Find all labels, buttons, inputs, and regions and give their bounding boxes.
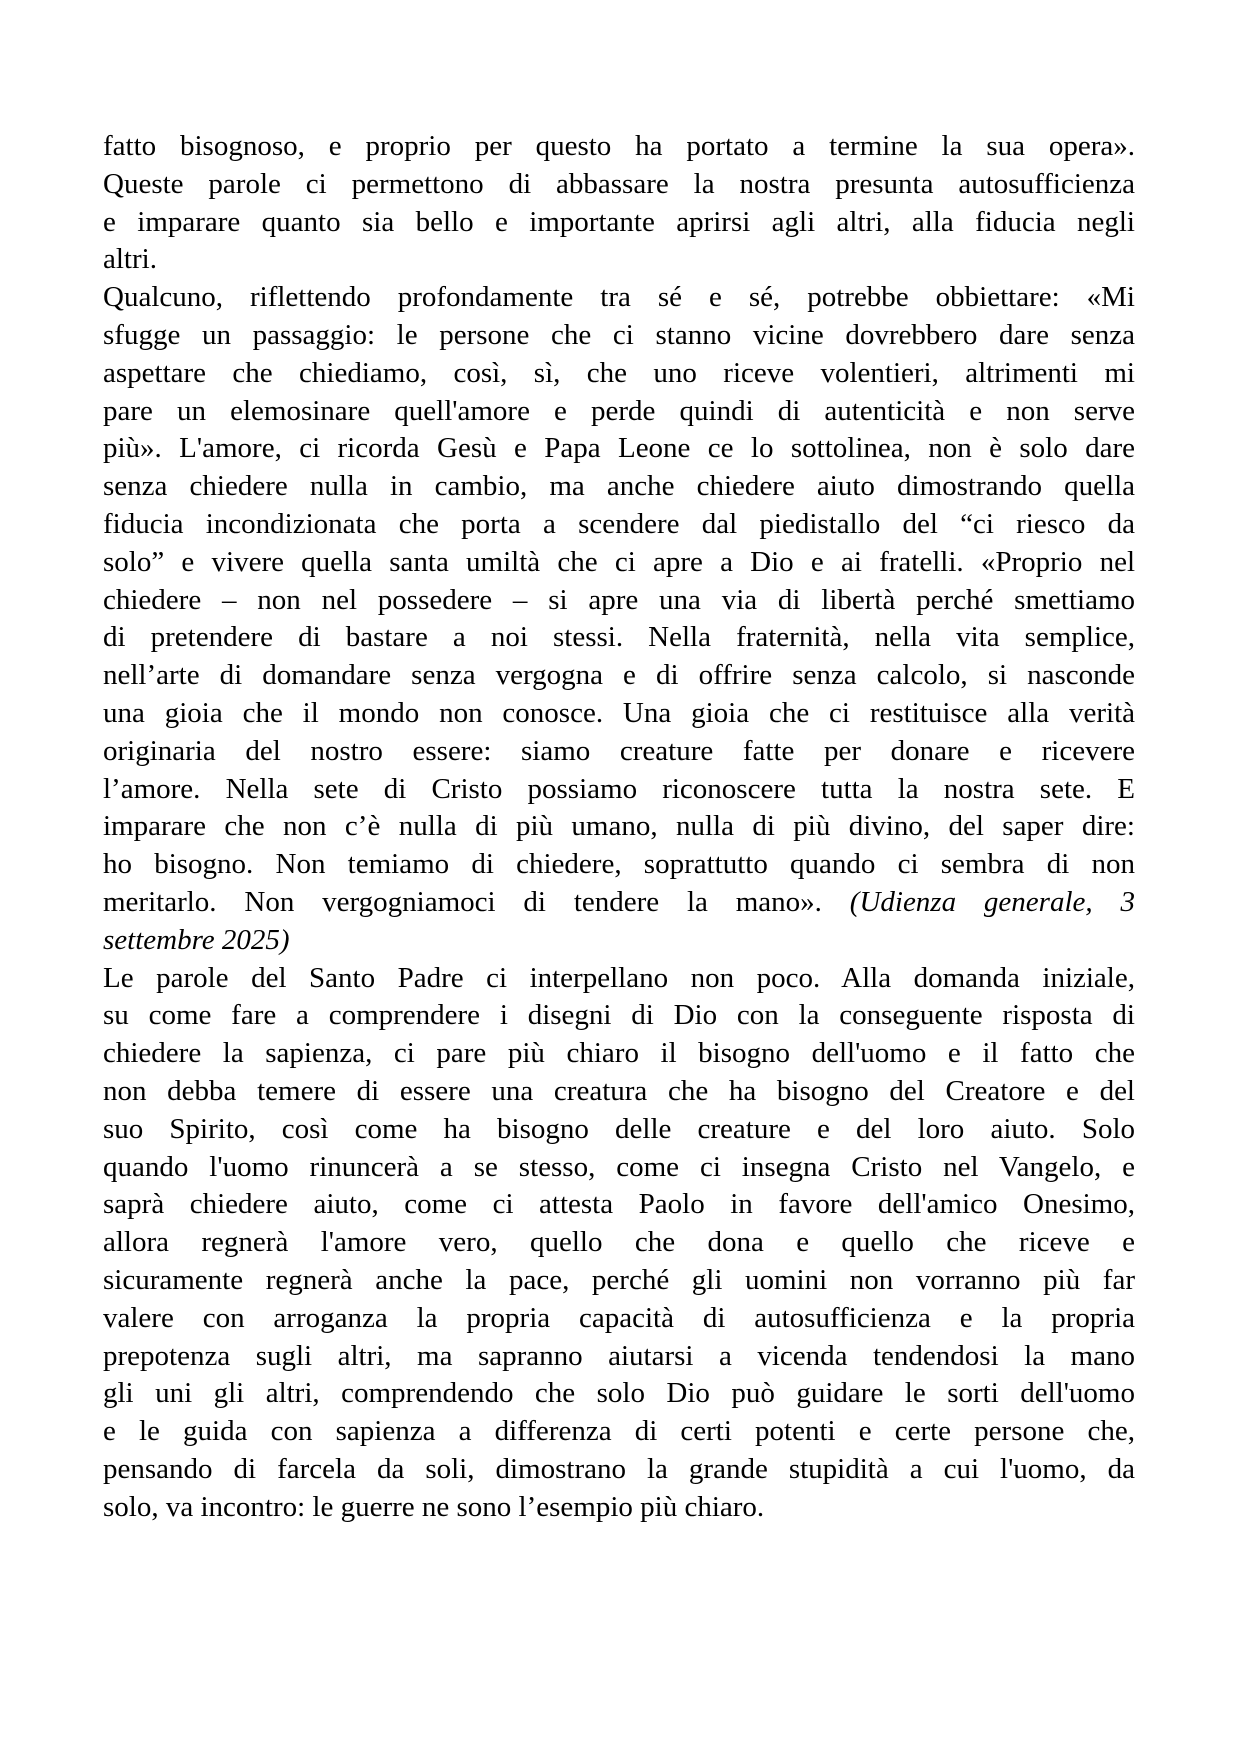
text-line <box>103 430 1135 468</box>
text-line <box>103 582 1135 620</box>
paragraph <box>103 279 1135 959</box>
text-line <box>103 1186 1135 1224</box>
text-run: saprà chiedere aiuto, come ci attesta Paolo in favore dell'amico Onesimo, <box>103 1188 1135 1221</box>
text-run: chiedere la sapienza, ci pare più chiaro il bisogno dell'uomo e il fatto che <box>103 1037 1135 1070</box>
text-run: non debba temere di essere una creatura che ha bisogno del Creatore e del <box>103 1074 1135 1107</box>
text-line <box>103 695 1135 733</box>
text-run: una gioia che il mondo non conosce. Una gioia che ci restituisce alla verità <box>103 696 1135 729</box>
citation-italic-text-run: (Udienza generale, 3 <box>849 885 1135 918</box>
text-run: chiedere – non nel possedere – si apre una via di libertà perché smettiamo <box>103 583 1135 616</box>
text-run: originaria del nostro essere: siamo creature fatte per donare e ricevere <box>103 734 1135 767</box>
text-run: meritarlo. Non vergogniamoci di tendere la mano». <box>103 885 850 918</box>
text-line <box>103 317 1135 355</box>
text-line <box>103 1073 1135 1111</box>
text-line <box>103 1035 1135 1073</box>
text-line <box>103 1489 1135 1527</box>
text-run: senza chiedere nulla in cambio, ma anche chiedere aiuto dimostrando quella <box>103 470 1135 503</box>
text-run: imparare che non c’è nulla di più umano, nulla di più divino, del saper dire: <box>103 810 1135 843</box>
text-run: Qualcuno, riflettendo profondamente tra sé e sé, potrebbe obbiettare: «Mi <box>103 281 1135 314</box>
text-run: sfugge un passaggio: le persone che ci stanno vicine dovrebbero dare senza <box>103 318 1135 351</box>
text-line <box>103 1224 1135 1262</box>
text-line <box>103 1300 1135 1338</box>
text-run: fatto bisognoso, e proprio per questo ha portato a termine la sua opera». <box>103 130 1135 162</box>
citation-italic-text-run: settembre 2025) <box>103 923 290 956</box>
text-run: valere con arroganza la propria capacità di autosufficienza e la propria <box>103 1301 1135 1334</box>
text-run: nell’arte di domandare senza vergogna e di offrire senza calcolo, si nasconde <box>103 659 1135 692</box>
text-line <box>103 1413 1135 1451</box>
text-line <box>103 808 1135 846</box>
text-line <box>103 355 1135 393</box>
text-run: pare un elemosinare quell'amore e perde quindi di autenticità e non serve <box>103 394 1135 427</box>
paragraph <box>103 128 1135 279</box>
text-block <box>103 128 1135 1526</box>
text-run: Le parole del Santo Padre ci interpellano non poco. Alla domanda iniziale, <box>103 961 1135 994</box>
text-run: fiducia incondizionata che porta a scendere dal piedistallo del “ci riesco da <box>103 507 1135 540</box>
text-line <box>103 506 1135 544</box>
text-run: sicuramente regnerà anche la pace, perché gli uomini non vorranno più far <box>103 1263 1135 1296</box>
paragraph <box>103 960 1135 1527</box>
text-line <box>103 204 1135 242</box>
text-line <box>103 544 1135 582</box>
text-run: ho bisogno. Non temiamo di chiedere, soprattutto quando ci sembra di non <box>103 848 1135 881</box>
text-run: gli uni gli altri, comprendendo che solo Dio può guidare le sorti dell'uomo <box>103 1377 1135 1410</box>
text-line <box>103 1375 1135 1413</box>
text-run: suo Spirito, così come ha bisogno delle creature e del loro aiuto. Solo <box>103 1112 1135 1145</box>
text-run: altri. <box>103 243 157 276</box>
text-line <box>103 884 1135 922</box>
text-line <box>103 733 1135 771</box>
text-run: di pretendere di bastare a noi stessi. Nella fraternità, nella vita semplice, <box>103 621 1135 654</box>
text-line <box>103 997 1135 1035</box>
text-run: allora regnerà l'amore vero, quello che dona e quello che riceve e <box>103 1226 1135 1259</box>
text-line <box>103 1149 1135 1187</box>
text-run: e le guida con sapienza a differenza di certi potenti e certe persone che, <box>103 1415 1135 1448</box>
text-line <box>103 166 1135 204</box>
text-line <box>103 279 1135 317</box>
text-run: quando l'uomo rinuncerà a se stesso, come ci insegna Cristo nel Vangelo, e <box>103 1150 1135 1183</box>
text-line <box>103 1451 1135 1489</box>
text-run: l’amore. Nella sete di Cristo possiamo riconoscere tutta la nostra sete. E <box>103 772 1135 805</box>
text-line <box>103 771 1135 809</box>
text-run: Queste parole ci permettono di abbassare la nostra presunta autosufficienza <box>103 167 1135 200</box>
text-line <box>103 1338 1135 1376</box>
text-line <box>103 922 1135 960</box>
text-line <box>103 1111 1135 1149</box>
text-line <box>103 1262 1135 1300</box>
text-line <box>103 619 1135 657</box>
text-run: su come fare a comprendere i disegni di Dio con la conseguente risposta di <box>103 999 1135 1032</box>
text-line <box>103 846 1135 884</box>
text-line <box>103 657 1135 695</box>
text-run: più». L'amore, ci ricorda Gesù e Papa Leone ce lo sottolinea, non è solo dare <box>103 432 1135 465</box>
text-line <box>103 393 1135 431</box>
text-run: aspettare che chiediamo, così, sì, che uno riceve volentieri, altrimenti mi <box>103 356 1135 389</box>
text-run: e imparare quanto sia bello e importante aprirsi agli altri, alla fiducia negli <box>103 205 1135 238</box>
text-line <box>103 128 1135 166</box>
text-line <box>103 960 1135 998</box>
text-run: prepotenza sugli altri, ma sapranno aiutarsi a vicenda tendendosi la mano <box>103 1339 1135 1372</box>
text-line <box>103 468 1135 506</box>
text-run: solo, va incontro: le guerre ne sono l’esempio più chiaro. <box>103 1490 765 1523</box>
text-line <box>103 241 1135 279</box>
text-run: pensando di farcela da soli, dimostrano la grande stupidità a cui l'uomo, da <box>103 1452 1135 1485</box>
text-run: solo” e vivere quella santa umiltà che ci apre a Dio e ai fratelli. «Proprio nel <box>103 545 1135 578</box>
